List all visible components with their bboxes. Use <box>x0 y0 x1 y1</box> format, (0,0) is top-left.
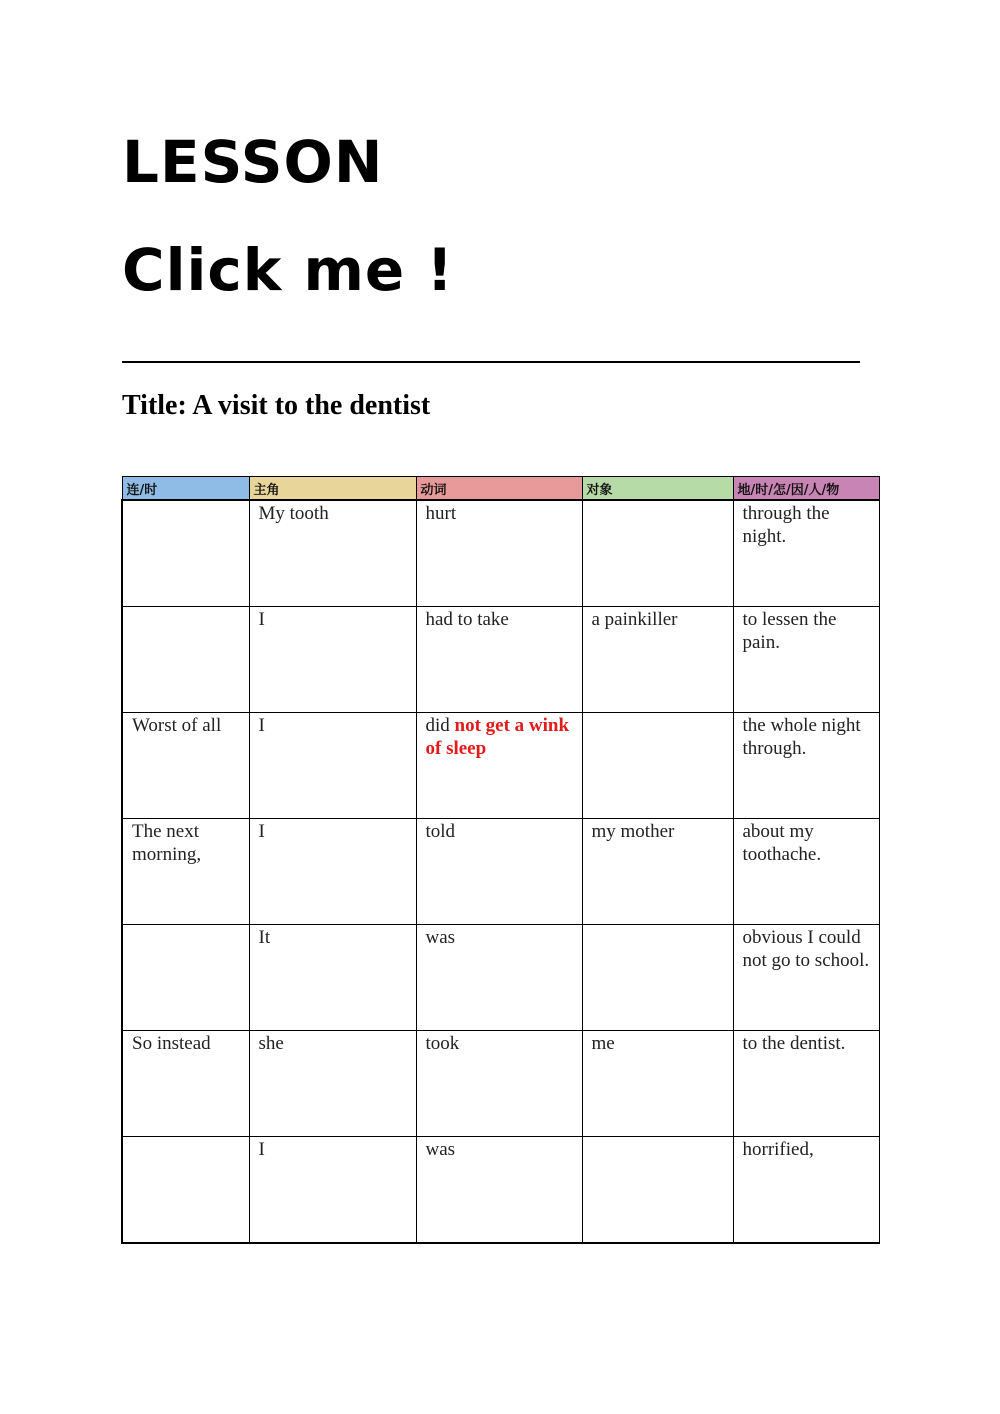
cell-object <box>582 500 733 607</box>
verb-text: did <box>425 715 455 736</box>
cell-verb <box>416 819 582 925</box>
cell-verb <box>416 500 582 607</box>
cell-verb <box>416 1137 582 1244</box>
cell-verb <box>416 713 582 819</box>
cell-object <box>582 1137 733 1244</box>
cell-details: through the night. <box>733 500 879 607</box>
sentence-table <box>121 476 880 1244</box>
verb-highlight: not get a wink of sleep <box>425 715 570 759</box>
cell-connector: So instead <box>122 1031 249 1137</box>
table-row <box>122 1031 879 1137</box>
cell-object <box>582 713 733 819</box>
header-details: 地/时/怎/因/人/物 <box>733 477 879 501</box>
cell-connector <box>122 500 249 607</box>
cell-subject: I <box>249 713 416 819</box>
verb-text: took <box>425 1033 460 1054</box>
cell-details: horrified, <box>733 1137 879 1244</box>
cell-object: my mother <box>582 819 733 925</box>
cell-subject: I <box>249 1137 416 1244</box>
cell-verb <box>416 607 582 713</box>
header-subject: 主角 <box>249 477 416 501</box>
verb-text: was <box>425 1139 456 1160</box>
cell-details: the whole night through. <box>733 713 879 819</box>
cell-connector: Worst of all <box>122 713 249 819</box>
table-row <box>122 607 879 713</box>
table-header-row <box>122 477 879 501</box>
table-row <box>122 1137 879 1244</box>
header-object: 对象 <box>582 477 733 501</box>
verb-text: had to take <box>425 609 509 630</box>
lesson-heading: LESSON <box>122 128 384 196</box>
header-connector: 连/时 <box>122 477 249 501</box>
cell-verb <box>416 925 582 1031</box>
cell-details: obvious I could not go to school. <box>733 925 879 1031</box>
cell-connector <box>122 925 249 1031</box>
cell-object <box>582 925 733 1031</box>
document-title: Title: A visit to the dentist <box>122 390 431 421</box>
cell-object: me <box>582 1031 733 1137</box>
table-row <box>122 925 879 1031</box>
cell-connector: The next morning, <box>122 819 249 925</box>
cell-subject: It <box>249 925 416 1031</box>
cell-details: to lessen the pain. <box>733 607 879 713</box>
cell-details: to the dentist. <box>733 1031 879 1137</box>
verb-text: hurt <box>425 503 457 524</box>
verb-text: was <box>425 927 456 948</box>
cell-subject: My tooth <box>249 500 416 607</box>
cell-subject: I <box>249 819 416 925</box>
cell-verb <box>416 1031 582 1137</box>
click-me-link[interactable]: Click me ! <box>122 236 454 304</box>
table-row <box>122 500 879 607</box>
cell-object: a painkiller <box>582 607 733 713</box>
table-row <box>122 819 879 925</box>
cell-connector <box>122 1137 249 1244</box>
cell-subject: she <box>249 1031 416 1137</box>
verb-text: told <box>425 821 456 842</box>
cell-connector <box>122 607 249 713</box>
cell-details: about my toothache. <box>733 819 879 925</box>
divider-line <box>122 361 860 363</box>
cell-subject: I <box>249 607 416 713</box>
table-row <box>122 713 879 819</box>
header-verb: 动词 <box>416 477 582 501</box>
